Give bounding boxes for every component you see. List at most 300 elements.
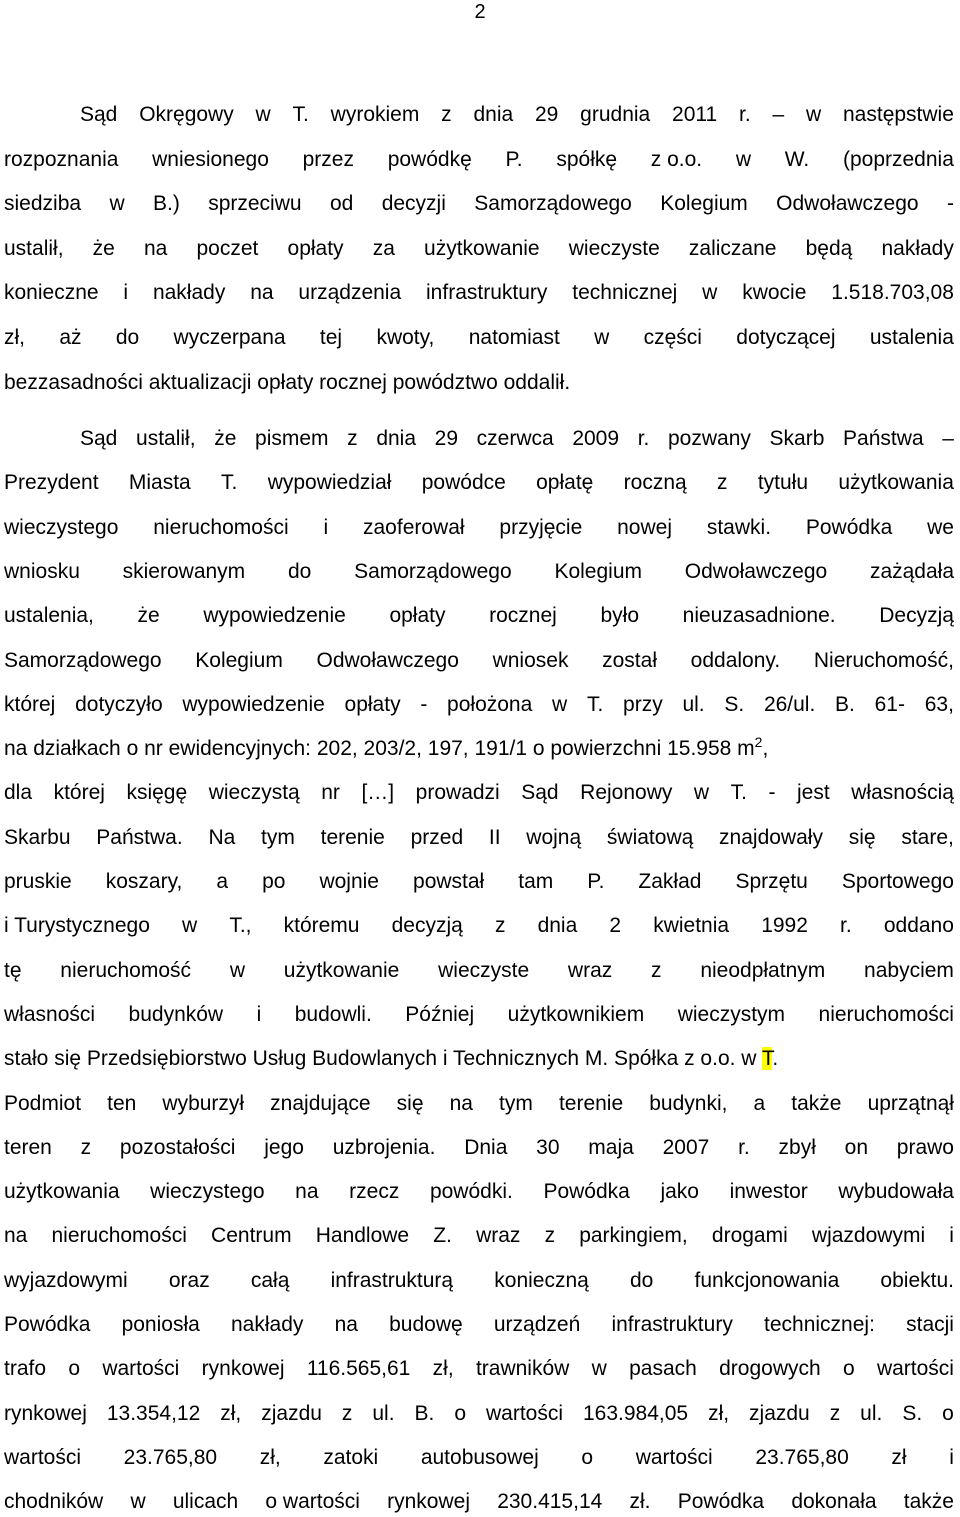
word: W. [784, 147, 810, 171]
word: prawo [896, 1135, 954, 1159]
word: Kolegium [554, 559, 642, 583]
word: tytułu [757, 471, 809, 495]
word: zł, [432, 1357, 454, 1381]
word: części [643, 326, 702, 349]
word: nieuzasadnione. [682, 604, 836, 628]
word: 2 [609, 914, 622, 938]
word: powódkę [387, 147, 472, 171]
word: a [216, 870, 229, 893]
word: dotyczącej [736, 326, 836, 349]
word: zażądała [869, 559, 954, 583]
word: wartości [485, 1401, 564, 1425]
text-line [4, 234, 954, 264]
word: także [791, 1091, 842, 1115]
word: nakłady [231, 1313, 304, 1336]
word: Z. [433, 1224, 452, 1248]
text-line [80, 100, 954, 130]
word: dotyczyło [75, 692, 163, 716]
word: r. [738, 1135, 750, 1159]
word: ul. [682, 692, 705, 716]
word: stacji [906, 1313, 954, 1336]
text-line [4, 1133, 954, 1163]
word: na [295, 1180, 319, 1204]
word: rynkowej [4, 1401, 87, 1425]
word: czerwca [476, 427, 554, 450]
word: technicznej [572, 281, 678, 305]
text-line [4, 867, 954, 897]
word: 2007 [662, 1135, 710, 1159]
word: zaoferował [363, 515, 465, 539]
word: inwestor [729, 1180, 808, 1204]
word: budynki, [649, 1091, 728, 1115]
word: uzbrojenia. [332, 1135, 436, 1159]
text-line [4, 1089, 954, 1119]
word: został [602, 648, 657, 672]
text-line [4, 278, 954, 308]
word: Handlowe [315, 1224, 410, 1248]
word: do [287, 559, 312, 583]
word: natomiast [468, 326, 560, 349]
text-line [4, 956, 954, 986]
word: 2011 [672, 103, 718, 126]
word: wieczystą [208, 781, 300, 805]
word: Później [405, 1002, 475, 1026]
word: że [214, 427, 237, 450]
word: Odwoławczego [776, 192, 919, 216]
word: funkcjonowania [694, 1268, 840, 1292]
word: w [552, 692, 568, 716]
word: 29 [535, 103, 559, 126]
word: było [600, 604, 639, 628]
word: że [137, 604, 160, 628]
text-run: na działkach o nr ewidencyjnych: 202, 203/2, 197, 191/1 o powierzchni 15.958 m [4, 737, 755, 761]
word: na [334, 1313, 358, 1336]
word: ul. [860, 1401, 883, 1425]
word: pismem [255, 427, 329, 450]
word: powódki. [429, 1180, 513, 1204]
word: nakłady [881, 236, 954, 260]
word: poniosła [121, 1313, 200, 1336]
word: będą [805, 236, 853, 260]
word: Skarbu [4, 825, 71, 849]
word: tym [261, 825, 295, 849]
word: z [347, 427, 358, 450]
word: z [651, 958, 662, 982]
word: P. [505, 147, 523, 171]
word: Sąd [80, 103, 118, 126]
text-line [4, 323, 954, 353]
word: zł, [4, 326, 25, 349]
word: T. [292, 103, 309, 126]
word: użytkowania [838, 471, 954, 495]
word: 230.415,14 [497, 1490, 603, 1514]
word: dla [4, 781, 33, 805]
word: z [494, 914, 506, 938]
text-line [4, 1443, 954, 1473]
word: roczną [623, 471, 687, 495]
word: – [942, 427, 954, 450]
word: pozostałości [119, 1135, 236, 1159]
text-line [4, 189, 954, 219]
word: Państwa [843, 427, 924, 450]
text-line [4, 1310, 954, 1340]
word: Samorządowego [474, 192, 632, 216]
word: tej [319, 326, 343, 349]
word: terenie [558, 1091, 624, 1115]
word: zjazdu [261, 1401, 322, 1425]
word: kwoty, [376, 326, 435, 349]
word: […] [361, 781, 395, 805]
word: S. [902, 1401, 923, 1425]
text-line [4, 601, 954, 631]
word: Kolegium [195, 648, 283, 672]
word: oddalony. [690, 648, 781, 672]
word: wyczerpana [173, 326, 286, 349]
word: konieczną [494, 1268, 589, 1292]
word: 13.354,12 [106, 1401, 201, 1425]
word: wieczystym [677, 1002, 786, 1026]
text-line [4, 1177, 954, 1207]
word: zbył [778, 1135, 816, 1159]
page-number: 2 [474, 1, 486, 23]
text-line [4, 823, 954, 853]
word: budowli. [294, 1002, 372, 1026]
word: T., [229, 914, 252, 938]
word: Powódka [677, 1490, 765, 1514]
text-line: bezzasadności aktualizacji opłaty rocznej powództwo oddalił. [4, 370, 571, 394]
word: infrastruktury [426, 281, 548, 305]
word: o [581, 1445, 594, 1469]
word: zł, [708, 1401, 730, 1425]
word: - [420, 692, 428, 716]
word: (poprzednia [842, 147, 954, 171]
word: w [255, 103, 271, 126]
word: wartości [4, 1445, 82, 1469]
text-line [4, 1266, 954, 1296]
word: w [591, 1357, 607, 1381]
word: B.) [152, 192, 180, 216]
word: we [927, 515, 954, 539]
word: światową [606, 825, 694, 849]
word: i [123, 281, 129, 305]
word: w [702, 281, 718, 305]
word: urządzeń [493, 1313, 581, 1336]
word: wojnie [319, 870, 379, 893]
word: sprzeciwu [208, 192, 302, 216]
word: Rejonowy [580, 781, 673, 805]
word: o [842, 1357, 855, 1381]
word: opłaty [389, 604, 446, 628]
word: chodników [4, 1490, 104, 1514]
word: za [372, 236, 395, 260]
word: ustalenia [869, 326, 954, 349]
word: Zakład [638, 870, 702, 893]
word: II [488, 825, 501, 849]
word: wniosku [4, 559, 80, 583]
word: po [262, 870, 286, 893]
word: przez [302, 147, 354, 171]
word: Decyzją [879, 604, 954, 628]
word: rynkowej [201, 1357, 285, 1381]
word: spółkę [556, 147, 618, 171]
word: siedziba [4, 192, 82, 216]
word: o [942, 1401, 954, 1425]
word: Sprzętu [735, 870, 808, 893]
word: koszary, [105, 870, 183, 893]
word: do [115, 326, 140, 349]
word: wypowiedział [267, 471, 392, 495]
word: ustalił, [136, 427, 196, 450]
word: w [229, 958, 245, 982]
word: 2009 [572, 427, 620, 450]
word: wybudowała [838, 1180, 954, 1204]
word: konieczne [4, 281, 99, 305]
word: technicznej: [764, 1313, 875, 1336]
text-line [4, 911, 954, 941]
word: o [454, 1401, 467, 1425]
word: aż [59, 326, 82, 349]
word: wniosek [492, 648, 569, 672]
text-line [4, 1000, 954, 1030]
word: ul. [372, 1401, 395, 1425]
text-run: . [772, 1047, 779, 1071]
word: powstał [413, 870, 485, 893]
word: autobusowej [420, 1445, 539, 1469]
word: i Turystycznego [4, 914, 150, 938]
text-line [4, 513, 954, 543]
word: a [753, 1091, 766, 1115]
word: że [92, 236, 115, 260]
word: infrastrukturą [330, 1268, 454, 1292]
word: przy [623, 692, 663, 716]
word: on [844, 1135, 868, 1159]
word: nieruchomości [153, 515, 289, 539]
word: następstwie [843, 103, 954, 126]
word: Na [208, 825, 236, 849]
word: w [594, 326, 610, 349]
word: nowej [617, 515, 672, 539]
word: grudnia [580, 103, 651, 126]
word: z [717, 471, 728, 495]
text-line [80, 424, 954, 454]
word: własnością [851, 781, 954, 805]
word: nabyciem [864, 958, 954, 982]
word: ulicach [172, 1490, 239, 1514]
word: jego [264, 1135, 304, 1159]
text-line [4, 778, 954, 808]
word: całą [250, 1268, 290, 1292]
word: Okręgowy [139, 103, 234, 126]
word: się [396, 1091, 424, 1115]
word: Centrum [211, 1224, 292, 1248]
text-line [4, 557, 954, 587]
word: jako [660, 1180, 699, 1204]
word: r. [637, 427, 650, 450]
word: wieczyste [438, 958, 530, 982]
word: powódce [421, 471, 506, 495]
word: 116.565,61 [306, 1357, 411, 1381]
word: i [323, 515, 329, 539]
word: nakłady [152, 281, 226, 305]
word: 29 [434, 427, 459, 450]
word: w [735, 147, 752, 171]
word: nieruchomość [60, 958, 192, 982]
word: oddano [883, 914, 954, 938]
word: Sportowego [841, 870, 954, 893]
word: Prezydent [4, 471, 99, 495]
word: Nieruchomość, [813, 648, 954, 672]
word: wyrokiem [330, 103, 420, 126]
word: trawników [475, 1357, 570, 1381]
word: B. [414, 1401, 435, 1425]
word: drogowych [719, 1357, 821, 1381]
word: opłaty [344, 692, 401, 716]
word: stare, [901, 825, 954, 849]
word: użytkownikiem [507, 1002, 645, 1026]
word: wniesionego [152, 147, 269, 171]
word: znajdujące [270, 1091, 371, 1115]
word: Odwoławczego [316, 648, 459, 672]
text-line [4, 734, 954, 764]
word: tym [499, 1091, 533, 1115]
superscript: 2 [754, 734, 763, 751]
word: na [144, 236, 168, 260]
word: zjazdu [749, 1401, 810, 1425]
word: rozpoznania [4, 147, 119, 171]
highlighted-text: T [761, 1047, 773, 1071]
word: pasach [629, 1357, 697, 1381]
word: zł, [220, 1401, 242, 1425]
word: trafo [4, 1357, 47, 1381]
word: r. [840, 914, 852, 938]
word: ustalił, [4, 236, 64, 260]
word: na [449, 1091, 473, 1115]
word: zł, [259, 1445, 281, 1469]
word: użytkowanie [283, 958, 400, 982]
word: w [693, 781, 710, 805]
word: pruskie [4, 870, 72, 893]
word: - [946, 192, 954, 216]
word: budowę [389, 1313, 463, 1336]
text-line [4, 145, 954, 175]
word: prowadzi [415, 781, 500, 805]
word: Sąd [80, 427, 118, 450]
word: jest [797, 781, 830, 805]
word: Sąd [521, 781, 559, 805]
word: rynkowej [387, 1490, 470, 1514]
word: kwocie [742, 281, 807, 305]
word: wypowiedzenie [203, 604, 346, 628]
word: oraz [168, 1268, 210, 1292]
word: Powódka [543, 1180, 630, 1204]
word: z [829, 1401, 841, 1425]
word: opłatę [536, 471, 594, 495]
word: Skarb [769, 427, 825, 450]
word: z o.o. [650, 147, 703, 171]
word: 1.518.703,08 [831, 281, 954, 305]
word: tę [4, 958, 22, 982]
word: 63, [924, 692, 954, 716]
word: której [4, 692, 56, 716]
word: i [949, 1445, 954, 1469]
word: Podmiot [4, 1091, 82, 1115]
word: 26/ul. [763, 692, 816, 716]
word: tam [518, 870, 554, 893]
word: obiektu. [880, 1268, 954, 1292]
word: rzecz [349, 1180, 400, 1204]
word: 1992 [761, 914, 808, 938]
word: T. [221, 471, 238, 495]
word: nr [321, 781, 340, 805]
word: P. [587, 870, 605, 893]
word: któremu [283, 914, 360, 938]
word: wraz [476, 1224, 521, 1248]
word: w [182, 914, 198, 938]
word: do [629, 1268, 654, 1292]
word: uprzątnął [867, 1091, 954, 1115]
word: wieczyste [568, 236, 660, 260]
text-line [4, 468, 954, 498]
word: z [80, 1135, 92, 1159]
word: dokonała [791, 1490, 877, 1514]
word: B. [835, 692, 855, 716]
word: nieruchomości [818, 1002, 954, 1026]
word: zł [891, 1445, 907, 1469]
word: wartości [102, 1357, 180, 1381]
word: dnia [473, 103, 514, 126]
word: Odwoławczego [684, 559, 828, 583]
word: r. [739, 103, 751, 126]
word: nieodpłatnym [700, 958, 826, 982]
word: przyjęcie [499, 515, 583, 539]
word: położona [447, 692, 533, 716]
word: decyzji [381, 192, 446, 216]
word: wjazdowymi [811, 1224, 926, 1248]
text-run: stało się Przedsiębiorstwo Usług Budowlanych i Technicznych M. Spółka z o.o. w [4, 1047, 762, 1071]
word: użytkowania [4, 1180, 120, 1204]
word: teren [4, 1135, 52, 1159]
word: w [130, 1490, 146, 1514]
word: nieruchomości [51, 1224, 187, 1248]
word: się [848, 825, 876, 849]
word: Kolegium [660, 192, 748, 216]
word: decyzją [391, 914, 463, 938]
word: 61- [874, 692, 905, 716]
word: drogami [711, 1224, 788, 1248]
text-line [4, 1221, 954, 1251]
word: 23.765,80 [123, 1445, 218, 1469]
word: wieczystego [150, 1180, 265, 1204]
word: Powódka [4, 1313, 91, 1336]
word: kwietnia [653, 914, 730, 938]
word: zatoki [323, 1445, 379, 1469]
word: Miasta [128, 471, 191, 495]
word: od [329, 192, 354, 216]
word: o wartości [265, 1490, 360, 1514]
text-line [4, 1487, 954, 1517]
word: na [250, 281, 274, 305]
word: i [256, 1002, 262, 1026]
word: której [53, 781, 105, 805]
word: 30 [536, 1135, 560, 1159]
word: rocznej [489, 604, 557, 628]
word: przed [410, 825, 464, 849]
word: w [109, 192, 125, 216]
word: Samorządowego [354, 559, 512, 583]
word: T. [586, 692, 604, 716]
word: Powódka [805, 515, 893, 539]
word: zł. [629, 1490, 651, 1514]
